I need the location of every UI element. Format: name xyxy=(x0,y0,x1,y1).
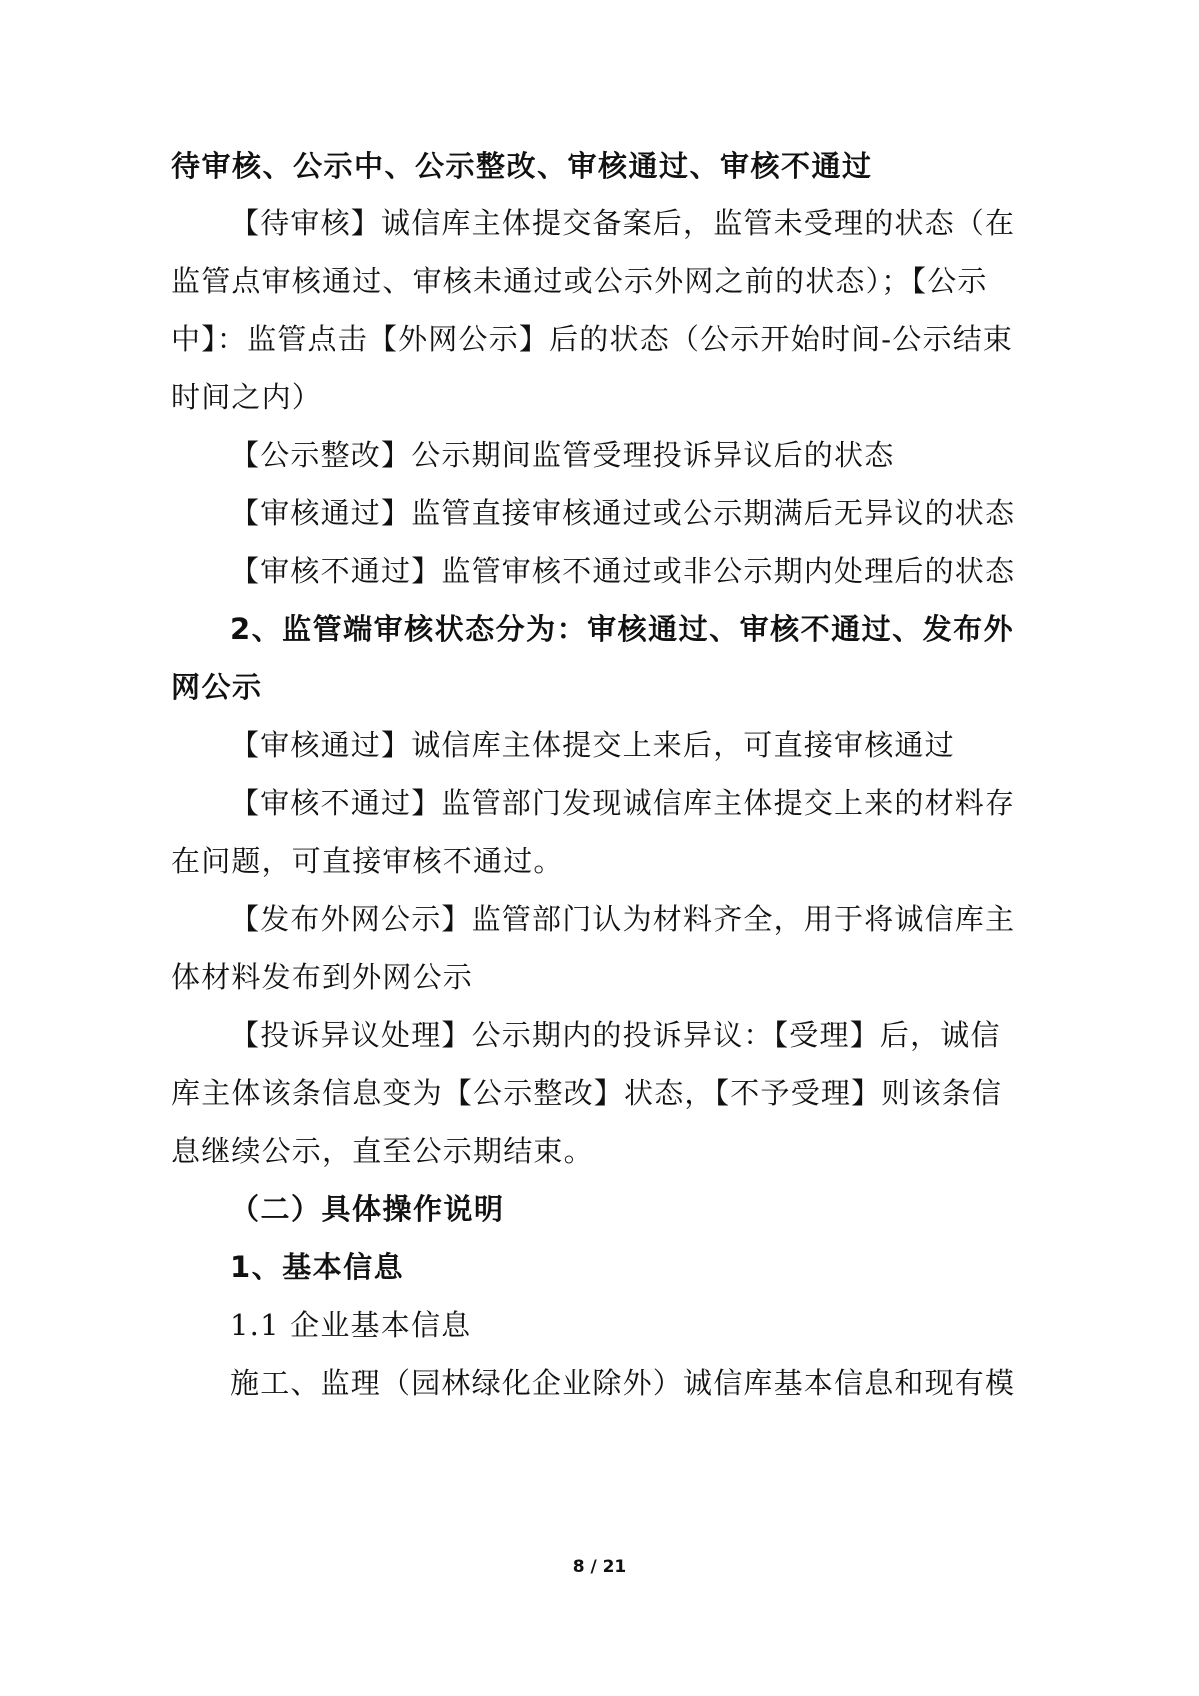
complaint-desc-line-3: 息继续公示，直至公示期结束。 xyxy=(171,1134,594,1168)
basic-info-heading: 1、基本信息 xyxy=(230,1250,405,1284)
complaint-desc-line-1: 【投诉异议处理】公示期内的投诉异议：【受理】后，诚信 xyxy=(230,1018,1001,1052)
pending-desc-line-3: 中】：监管点击【外网公示】后的状态（公示开始时间-公示结束 xyxy=(171,322,1014,356)
operations-heading: （二）具体操作说明 xyxy=(230,1192,505,1226)
regulator-rejected-desc-line-1: 【审核不通过】监管部门发现诚信库主体提交上来的材料存 xyxy=(230,786,1016,820)
publish-desc-line-1: 【发布外网公示】监管部门认为材料齐全，用于将诚信库主 xyxy=(230,902,1016,936)
pending-desc-line-4: 时间之内） xyxy=(171,380,323,414)
page-number: 8 / 21 xyxy=(572,1557,627,1577)
regulator-status-heading-line-1: 2、监管端审核状态分为：审核通过、审核不通过、发布外 xyxy=(230,612,1015,646)
regulator-rejected-desc-line-2: 在问题，可直接审核不通过。 xyxy=(171,844,564,878)
rectify-desc: 【公示整改】公示期间监管受理投诉异议后的状态 xyxy=(230,438,895,472)
publish-desc-line-2: 体材料发布到外网公示 xyxy=(171,960,474,994)
rejected-desc: 【审核不通过】监管审核不通过或非公示期内处理后的状态 xyxy=(230,554,1016,588)
pending-desc-line-2: 监管点审核通过、审核未通过或公示外网之前的状态）；【公示 xyxy=(171,264,988,298)
complaint-desc-line-2: 库主体该条信息变为【公示整改】状态，【不予受理】则该条信 xyxy=(171,1076,1003,1110)
enterprise-info-subheading: 1.1 企业基本信息 xyxy=(230,1308,472,1342)
status-list-heading: 待审核、公示中、公示整改、审核通过、审核不通过 xyxy=(171,149,873,183)
regulator-status-heading-line-2: 网公示 xyxy=(171,670,263,704)
approved-desc: 【审核通过】监管直接审核通过或公示期满后无异议的状态 xyxy=(230,496,1016,530)
pending-desc-line-1: 【待审核】诚信库主体提交备案后，监管未受理的状态（在 xyxy=(230,206,1016,240)
regulator-approved-desc: 【审核通过】诚信库主体提交上来后，可直接审核通过 xyxy=(230,728,955,762)
construction-desc-line-1: 施工、监理（园林绿化企业除外）诚信库基本信息和现有模 xyxy=(230,1366,1016,1400)
